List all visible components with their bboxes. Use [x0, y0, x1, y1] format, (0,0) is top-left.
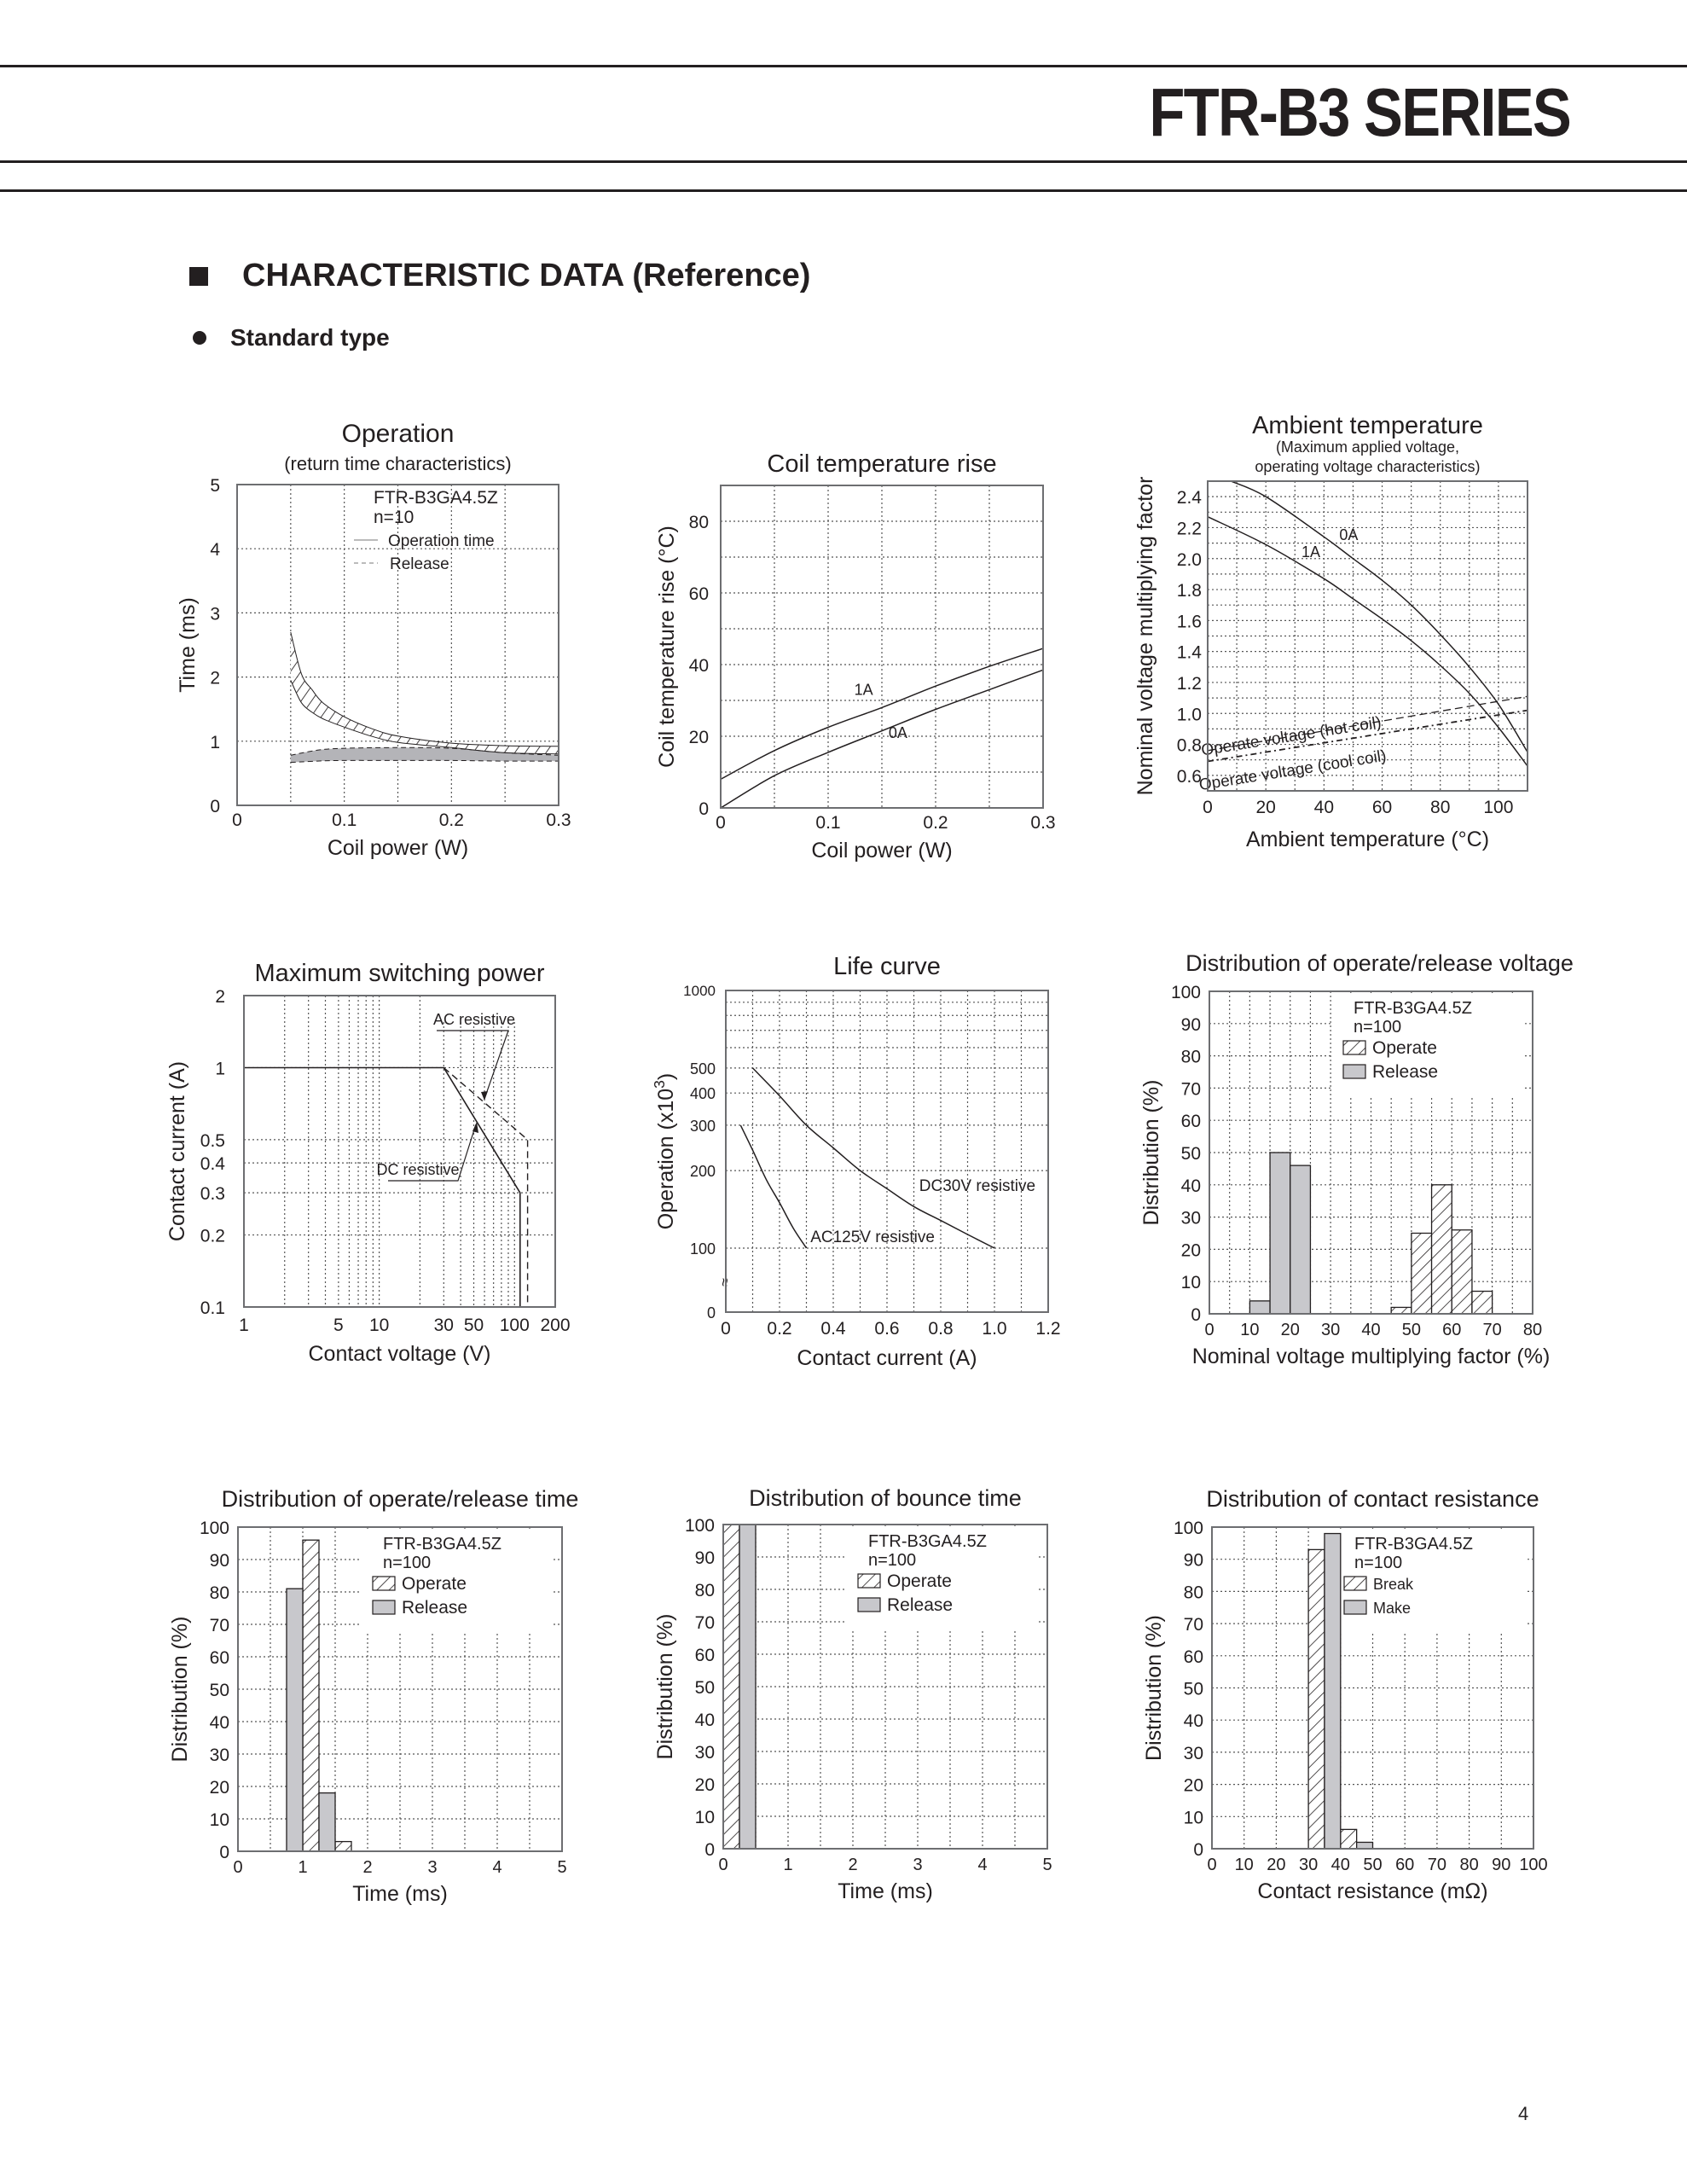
y-tick-label: 0	[219, 1843, 229, 1862]
x-axis-label: Contact current (A)	[797, 1346, 977, 1370]
x-tick-label: 0	[716, 813, 726, 833]
y-axis-label: Distribution (%)	[1139, 1079, 1163, 1226]
x-tick-label: 50	[1363, 1856, 1383, 1874]
x-tick-label: 3	[913, 1856, 923, 1874]
legend-hatched-swatch-icon	[1344, 1577, 1366, 1590]
y-tick-label: 80	[694, 1581, 715, 1600]
x-tick-label: 5	[333, 1316, 344, 1335]
y-tick-label: 20	[1183, 1775, 1203, 1796]
y-tick-label: 0.8	[1176, 735, 1202, 756]
series-label-0a: 0A	[1339, 526, 1359, 543]
x-tick-label: 30	[1321, 1321, 1341, 1339]
x-tick-label: 10	[1234, 1856, 1254, 1874]
y-tick-label: 0.5	[200, 1130, 225, 1151]
y-tick-label: 20	[209, 1778, 229, 1798]
y-tick-label: 40	[209, 1713, 229, 1733]
x-tick-label: 10	[368, 1316, 390, 1335]
x-tick-label: 0	[1203, 798, 1213, 817]
y-tick-label: 90	[209, 1551, 229, 1571]
y-tick-label: 100	[684, 1516, 715, 1536]
x-tick-label: 2	[848, 1856, 858, 1874]
y-axis-label: Distribution (%)	[1142, 1615, 1166, 1761]
x-tick-label: 100	[1519, 1856, 1548, 1874]
legend-hatched-swatch-icon	[858, 1574, 880, 1588]
legend-hatched-swatch-icon	[373, 1577, 395, 1590]
x-tick-label: 20	[1267, 1856, 1286, 1874]
ac-resistive-leader	[437, 1031, 508, 1099]
x-tick-label: 1	[239, 1316, 249, 1335]
x-tick-label: 0.1	[815, 813, 841, 833]
y-tick-label: 0	[706, 1304, 716, 1321]
y-tick-label: 50	[694, 1678, 715, 1698]
sample-size-annotation: n=100	[1354, 1018, 1402, 1037]
chart-maximum-switching-power	[165, 960, 571, 1366]
y-tick-label: 10	[1180, 1273, 1201, 1293]
x-tick-label: 0.4	[820, 1319, 846, 1339]
x-tick-label: 80	[1459, 1856, 1479, 1874]
x-tick-label: 0	[718, 1856, 728, 1874]
y-tick-label: 80	[1180, 1047, 1201, 1067]
y-tick-label: 50	[1180, 1144, 1201, 1164]
x-tick-label: 0.6	[874, 1319, 900, 1339]
x-axis-label: Ambient temperature (°C)	[1245, 828, 1490, 851]
y-tick-label: 20	[694, 1775, 715, 1795]
legend-label: Operation time	[388, 532, 495, 550]
x-tick-label: 0.2	[438, 810, 464, 830]
subsection-title: Standard type	[230, 324, 390, 351]
y-tick-label: 60	[694, 1646, 715, 1665]
x-tick-label: 1	[783, 1856, 793, 1874]
y-tick-label: 1.6	[1176, 612, 1202, 632]
y-tick-label: 2.4	[1176, 488, 1202, 508]
legend-gray-swatch-icon	[373, 1600, 395, 1614]
bar-release	[739, 1525, 756, 1849]
y-axis-label-superscript: 3	[651, 1080, 668, 1089]
x-tick-label: 3	[427, 1858, 438, 1877]
bar-operate	[1391, 1307, 1412, 1314]
legend-label: Make	[1373, 1600, 1412, 1617]
y-axis-label: Distribution (%)	[168, 1616, 192, 1763]
y-tick-label: 4	[210, 540, 220, 561]
x-tick-label: 0.1	[332, 810, 357, 830]
y-tick-label: 70	[209, 1616, 229, 1635]
legend-gray-swatch-icon	[1343, 1065, 1365, 1078]
page-number: 4	[1518, 2103, 1529, 2124]
x-tick-label: 0.2	[923, 813, 948, 833]
sample-size-annotation: n=10	[374, 508, 415, 528]
bar-release	[319, 1793, 335, 1851]
y-tick-label: 200	[689, 1163, 716, 1181]
x-axis-label: Nominal voltage multiplying factor (%)	[1191, 1345, 1551, 1368]
bar-break	[1341, 1829, 1357, 1849]
y-axis-label: Nominal voltage multiplying factor	[1133, 476, 1157, 796]
dc-resistive-line	[244, 1068, 520, 1308]
y-tick-label: 30	[209, 1745, 229, 1765]
series-label-ac-resistive: AC resistive	[432, 1011, 516, 1028]
y-tick-label: 1	[215, 1059, 225, 1079]
y-tick-label: 2	[215, 987, 225, 1007]
x-tick-label: 2	[362, 1858, 373, 1877]
bar-break	[1308, 1549, 1325, 1849]
series-label-ac125v-resistive: AC125V resistive	[810, 1228, 935, 1246]
x-tick-label: 0	[232, 810, 242, 830]
y-axis-label-end: )	[654, 1072, 678, 1081]
y-tick-label: 10	[694, 1808, 715, 1827]
y-tick-label: 0	[1191, 1305, 1201, 1325]
x-tick-label: 40	[1313, 798, 1335, 817]
axis-break-icon: ≈	[716, 1278, 733, 1287]
chart-title: Coil temperature rise	[767, 450, 997, 478]
y-tick-label: 70	[1180, 1079, 1201, 1100]
y-tick-label: 70	[694, 1613, 715, 1633]
y-tick-label: 0.1	[200, 1298, 225, 1318]
bar-make	[1357, 1842, 1373, 1849]
x-tick-label: 70	[1427, 1856, 1447, 1874]
legend-label: Release	[1372, 1062, 1439, 1082]
y-tick-label: 2	[210, 668, 220, 688]
x-tick-label: 30	[1298, 1856, 1319, 1874]
y-tick-label: 1.0	[1176, 705, 1202, 725]
y-tick-label: 70	[1183, 1615, 1203, 1635]
y-tick-label: 60	[209, 1648, 229, 1668]
chart-distribution-operate-release-time	[168, 1486, 578, 1906]
y-tick-label: 0	[699, 799, 709, 819]
chart-coil-temperature-rise	[655, 450, 1056, 863]
x-tick-label: 10	[1240, 1321, 1260, 1339]
operation-time-band	[291, 632, 559, 754]
y-tick-label: 20	[1180, 1240, 1201, 1261]
bar-release	[1290, 1165, 1311, 1314]
ac-resistive-line	[443, 1068, 527, 1308]
y-tick-label: 30	[1180, 1208, 1201, 1228]
y-tick-label: 1.8	[1176, 581, 1202, 601]
series-line-ac125v-resistive	[740, 1125, 806, 1248]
chart-title: Maximum switching power	[254, 960, 545, 987]
bar-release	[1249, 1301, 1270, 1314]
y-tick-label: 80	[209, 1583, 229, 1603]
series-label-hot-coil: Operate voltage (hot coil)	[1200, 713, 1383, 760]
y-tick-label: 90	[1183, 1550, 1203, 1571]
legend-label: Release	[402, 1598, 468, 1618]
y-tick-label: 2.2	[1176, 519, 1202, 539]
y-tick-label: 20	[688, 728, 709, 747]
bar-operate	[1472, 1292, 1493, 1314]
series-label-1a: 1A	[854, 681, 873, 699]
series-label-1a: 1A	[1301, 543, 1321, 561]
chart-life-curve	[651, 953, 1061, 1370]
bar-operate	[723, 1525, 739, 1849]
series-title: FTR-B3 SERIES	[1149, 74, 1570, 150]
chart-operation	[176, 420, 571, 860]
series-label-dc30v-resistive: DC30V resistive	[919, 1177, 1036, 1195]
y-tick-label: 60	[1183, 1647, 1203, 1667]
chart-title: Distribution of bounce time	[749, 1485, 1022, 1511]
bar-release	[287, 1589, 303, 1851]
chart-title: Ambient temperature	[1252, 412, 1483, 439]
section-title: CHARACTERISTIC DATA (Reference)	[242, 258, 811, 293]
y-tick-label: 0.3	[200, 1184, 225, 1205]
x-tick-label: 60	[1395, 1856, 1415, 1874]
series-label-0a: 0A	[888, 724, 907, 742]
x-tick-label: 5	[557, 1858, 567, 1877]
legend-hatched-swatch-icon	[1343, 1041, 1365, 1054]
x-tick-label: 100	[499, 1316, 530, 1335]
y-axis-label: Distribution (%)	[653, 1613, 677, 1760]
series-label-cool-coil: Operate voltage (cool coil)	[1197, 746, 1388, 795]
y-tick-label: 500	[689, 1060, 716, 1077]
series-label-dc-resistive: DC resistive	[376, 1161, 460, 1178]
x-axis-label: Coil power (W)	[811, 839, 953, 863]
x-tick-label: 0.3	[1030, 813, 1056, 833]
y-axis-label: Time (ms)	[176, 597, 200, 693]
x-tick-label: 1	[298, 1858, 308, 1877]
chart-ambient-temperature	[1133, 412, 1528, 851]
operation-time-upper-line	[291, 632, 559, 746]
bar-make	[1325, 1534, 1341, 1849]
y-tick-label: 50	[1183, 1679, 1203, 1699]
y-tick-label: 0	[704, 1840, 715, 1860]
y-axis-label: Operation $(x10^3)$	[651, 1072, 678, 1230]
y-tick-label: 30	[694, 1743, 715, 1763]
x-tick-label: 40	[1361, 1321, 1381, 1339]
legend-gray-swatch-icon	[1344, 1600, 1366, 1614]
y-tick-label: 2.0	[1176, 549, 1202, 570]
x-tick-label: 30	[433, 1316, 454, 1335]
sample-size-annotation: n=100	[383, 1554, 432, 1572]
chart-title: Operation	[341, 420, 455, 448]
bar-release	[1270, 1153, 1290, 1314]
y-tick-label: 100	[1173, 1519, 1203, 1538]
chart-title: Distribution of operate/release time	[221, 1486, 579, 1512]
x-axis-label: Contact resistance (mΩ)	[1257, 1879, 1488, 1903]
y-axis-label: Contact current (A)	[165, 1060, 189, 1242]
x-tick-label: 4	[977, 1856, 988, 1874]
x-tick-label: 1.2	[1035, 1319, 1061, 1339]
y-tick-label: 100	[689, 1240, 716, 1258]
y-tick-label: 30	[1183, 1743, 1203, 1763]
y-tick-label: 0	[210, 797, 220, 816]
model-annotation: FTR-B3GA4.5Z	[1354, 999, 1472, 1018]
chart-subtitle: (return time characteristics)	[284, 453, 512, 474]
x-tick-label: 50	[1401, 1321, 1421, 1339]
bar-operate	[1452, 1230, 1472, 1314]
chart-subtitle: (Maximum applied voltage,	[1275, 439, 1460, 456]
model-annotation: FTR-B3GA4.5Z	[374, 488, 498, 508]
y-tick-label: 300	[689, 1117, 716, 1135]
y-tick-label: 400	[689, 1085, 716, 1103]
x-axis-label: Coil power (W)	[327, 836, 469, 860]
x-tick-label: 80	[1430, 798, 1451, 817]
y-tick-label: 3	[210, 604, 220, 624]
x-tick-label: 20	[1280, 1321, 1300, 1339]
x-tick-label: 0.2	[767, 1319, 792, 1339]
x-tick-label: 80	[1522, 1321, 1543, 1339]
x-tick-label: 4	[492, 1858, 502, 1877]
x-axis-label: Time (ms)	[352, 1882, 448, 1906]
x-tick-label: 0	[1207, 1856, 1217, 1874]
x-tick-label: 200	[540, 1316, 571, 1335]
x-tick-label: 40	[1330, 1856, 1350, 1874]
x-tick-label: 5	[1042, 1856, 1052, 1874]
chart-distribution-operate-release-voltage	[1139, 950, 1574, 1368]
chart-title: Distribution of operate/release voltage	[1186, 950, 1574, 976]
sample-size-annotation: n=100	[868, 1551, 917, 1570]
y-tick-label: 60	[1180, 1112, 1201, 1132]
y-tick-label: 50	[209, 1681, 229, 1700]
y-tick-label: 40	[1183, 1711, 1203, 1732]
y-tick-label: 0.2	[200, 1226, 225, 1246]
x-tick-label: 60	[1371, 798, 1393, 817]
y-tick-label: 5	[210, 476, 220, 496]
y-axis-label: Coil temperature rise (°C)	[655, 526, 679, 768]
y-tick-label: 40	[694, 1711, 715, 1730]
legend-label: Operate	[402, 1574, 467, 1594]
x-tick-label: 0.8	[928, 1319, 954, 1339]
y-tick-label: 90	[1180, 1014, 1201, 1035]
model-annotation: FTR-B3GA4.5Z	[383, 1535, 501, 1554]
ac-resistive-arrow-icon	[481, 1091, 488, 1101]
y-tick-label: 10	[209, 1810, 229, 1830]
legend-label: Operate	[887, 1571, 952, 1591]
y-tick-label: 100	[199, 1519, 229, 1538]
y-tick-label: 0.4	[200, 1154, 225, 1175]
chart-title: Life curve	[833, 953, 941, 980]
bar-operate	[303, 1540, 319, 1851]
model-annotation: FTR-B3GA4.5Z	[1354, 1535, 1473, 1554]
y-tick-label: 40	[1180, 1176, 1201, 1196]
sample-size-annotation: n=100	[1354, 1554, 1403, 1572]
chart-distribution-contact-resistance	[1142, 1486, 1548, 1903]
legend-label: Release	[887, 1595, 954, 1615]
y-tick-label: 40	[688, 656, 709, 676]
y-tick-label: 60	[688, 584, 709, 604]
legend-label: Operate	[1372, 1038, 1437, 1058]
chart-title: Distribution of contact resistance	[1206, 1486, 1539, 1512]
x-tick-label: 50	[463, 1316, 484, 1335]
y-tick-label: 0	[1193, 1840, 1203, 1860]
legend-label: Release	[390, 555, 449, 573]
y-tick-label: 80	[1183, 1583, 1203, 1603]
y-tick-label: 1	[210, 732, 220, 752]
y-tick-label: 0.6	[1176, 766, 1202, 787]
y-tick-label: 10	[1183, 1808, 1203, 1828]
bar-operate	[1412, 1234, 1432, 1315]
bar-operate	[335, 1842, 351, 1851]
x-axis-label: Contact voltage (V)	[308, 1342, 491, 1366]
y-tick-label: 1.2	[1176, 673, 1202, 694]
x-tick-label: 100	[1483, 798, 1514, 817]
y-tick-label: 90	[694, 1548, 715, 1568]
bar-operate	[1432, 1185, 1452, 1314]
y-tick-label: 1.4	[1176, 642, 1202, 663]
x-tick-label: 0	[233, 1858, 243, 1877]
x-tick-label: 1.0	[982, 1319, 1007, 1339]
x-tick-label: 0.3	[546, 810, 571, 830]
y-tick-label: 1000	[683, 983, 716, 999]
x-tick-label: 0	[721, 1319, 731, 1339]
chart-distribution-bounce-time	[653, 1485, 1052, 1903]
x-axis-label: Time (ms)	[838, 1879, 933, 1903]
chart-subtitle: operating voltage characteristics)	[1255, 458, 1481, 475]
x-tick-label: 70	[1482, 1321, 1502, 1339]
legend-gray-swatch-icon	[858, 1598, 880, 1612]
legend-label: Break	[1373, 1576, 1414, 1593]
x-tick-label: 20	[1255, 798, 1276, 817]
model-annotation: FTR-B3GA4.5Z	[868, 1532, 987, 1551]
x-tick-label: 0	[1204, 1321, 1215, 1339]
x-tick-label: 90	[1492, 1856, 1511, 1874]
y-tick-label: 80	[688, 513, 709, 532]
y-tick-label: 100	[1170, 983, 1201, 1002]
x-tick-label: 60	[1442, 1321, 1462, 1339]
